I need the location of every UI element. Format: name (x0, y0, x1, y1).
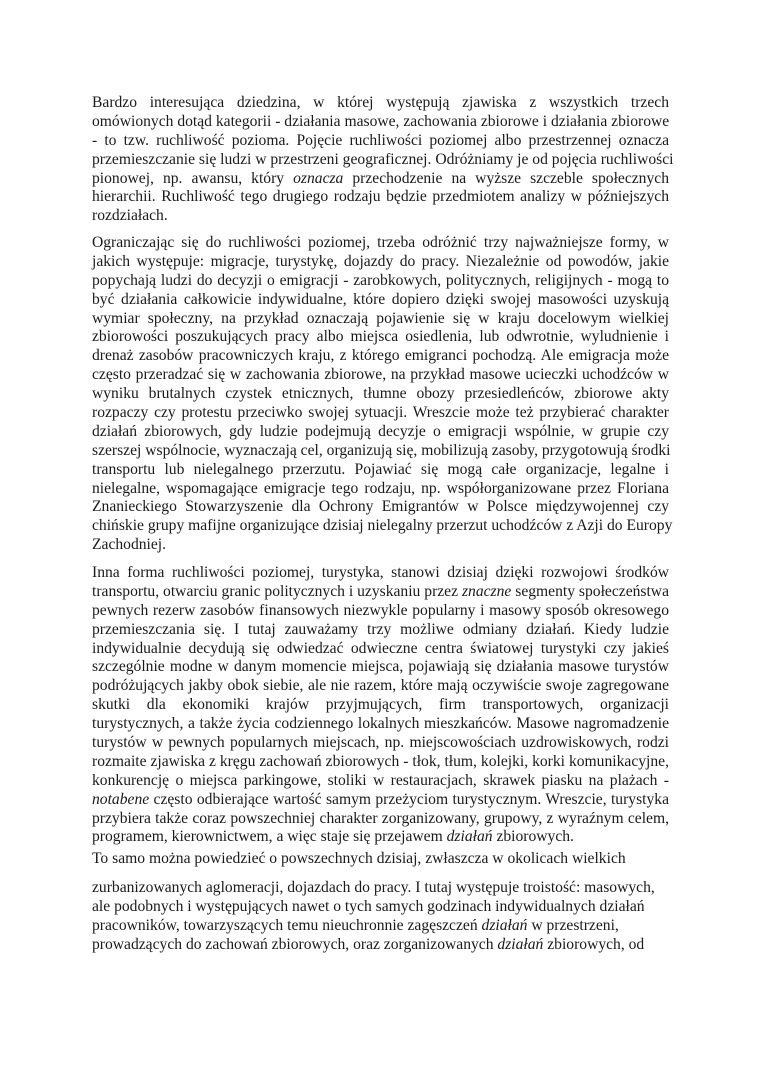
emphasized-text: oznacza (293, 169, 344, 187)
text-line (92, 480, 669, 499)
text-run: rozdziałach. (92, 207, 168, 225)
text-run: często przeradzać się w zachowania zbiorowe, na przykład masowe ucieczki uchodźców w (92, 366, 669, 384)
text-line (92, 677, 669, 696)
text-line (92, 791, 669, 810)
text-line (92, 94, 669, 113)
text-line (92, 404, 669, 423)
text-run: ale podobnych i występujących nawet o tych samych godzinach indywidualnych działań (92, 897, 645, 915)
text-line (92, 621, 669, 640)
text-run: przechodzenie na wyższe szczeble społecznych (343, 169, 669, 187)
text-run: zbiorowych, od (543, 935, 645, 953)
text-run: pionowej, np. awansu, który (92, 169, 294, 187)
text-line (92, 498, 669, 517)
text-line (92, 347, 669, 366)
text-line (92, 442, 669, 461)
emphasized-text: działań (497, 935, 544, 953)
text-run: zurbanizowanych aglomeracji, dojazdach do pracy. I tutaj występuje troistość: masowych, (92, 879, 655, 896)
text-run: drenaż zasobów pracowniczych kraju, z którego emigranci pochodzą. Ale emigracja może (92, 347, 669, 365)
text-line (92, 385, 669, 404)
text-run: indywidualnie decydują się odwiedzać odwieczne centra światowej turystyki czy jakieś (92, 639, 669, 657)
text-line (92, 753, 669, 772)
text-line (92, 640, 669, 659)
text-run: szczególnie modne w danym momencie miejsca, pojawiają się działania masowe turystów (92, 658, 669, 676)
text-line (92, 917, 669, 936)
text-run: przybiera także coraz powszechniej charakter zorganizowany, grupowy, z wyraźnym celem, (92, 809, 669, 827)
text-run: podróżujących jakby obok siebie, ale nie razem, które mają oczywiście swoje zagregowane (92, 677, 669, 695)
text-run: rozmaite zjawiska z kręgu zachowań zbiorowych - tłok, tłum, kolejki, korki komunikacyjne, (92, 752, 669, 770)
text-line (92, 772, 669, 791)
text-run: programem, kierownictwem, a więc staje się przejawem (92, 828, 447, 846)
text-run: przemieszczanie się ludzi w przestrzeni geograficznej. Odróżniamy je od pojęcia ruchliwości (92, 150, 674, 168)
text-run: nielegalne, wspomagające emigracje tego rodzaju, np. współorganizowane przez Floriana (92, 479, 669, 497)
text-run: zbiorowości poszukujących pracy albo miejsca osiedlenia, lub odwrotnie, wyludnienie i (92, 328, 669, 346)
emphasized-text: działań (481, 916, 528, 934)
text-line (92, 423, 669, 442)
text-line (92, 734, 669, 753)
text-run: rozpaczy czy protestu przeciwko swojej sytuacji. Wreszcie może też przybierać charakter (92, 404, 669, 422)
text-run: przemieszczania się. I tutaj zauważamy trzy możliwe odmiany działań. Kiedy ludzie (92, 620, 669, 638)
text-run: często odbierające wartość samym przeżyciom turystycznym. Wreszcie, turystyka (149, 790, 669, 808)
text-line (92, 150, 674, 170)
text-line (92, 715, 669, 734)
text-line (92, 310, 669, 329)
text-run: Inna forma ruchliwości poziomej, turystyka, stanowi dzisiaj dzięki rozwojowi środków (92, 564, 669, 581)
text-run: wyniku brutalnych czystek etnicznych, tłumne obozy przesiedleńców, zbiorowe akty (92, 385, 669, 403)
text-line (92, 272, 669, 291)
text-line (92, 253, 669, 272)
text-line (92, 850, 669, 869)
text-run: konkurencję o miejsca parkingowe, stoliki w restauracjach, skrawek piasku na plażach - (92, 771, 669, 789)
text-line (92, 696, 669, 715)
text-run: Ograniczając się do ruchliwości poziomej, trzeba odróżnić trzy najważniejsze formy, w (92, 234, 669, 251)
text-run: być działania całkowicie indywidualne, które dopiero dzięki swojej masowości uzyskują (92, 290, 669, 308)
text-run: skutki dla ekonomiki krajów przyjmujących, firm transportowych, organizacji (92, 696, 669, 714)
text-run: transportu lub nielegalnego przerzutu. Pojawiać się mogą całe organizacje, legalne i (92, 460, 669, 478)
text-run: pracowników, towarzyszących temu nieuchronnie zagęszczeń (92, 916, 482, 934)
text-line (92, 170, 669, 189)
text-run: Zachodniej. (92, 536, 167, 554)
text-line (92, 461, 669, 480)
emphasized-text: działań (446, 828, 493, 846)
text-run: popychają ludzi do decyzji o emigracji - zarobkowych, politycznych, religijnych - mogą to (92, 271, 669, 289)
text-line (92, 188, 669, 207)
text-line (92, 564, 669, 583)
text-run: w przestrzeni, (527, 916, 619, 934)
text-line (92, 234, 669, 253)
text-line (92, 810, 669, 829)
paragraph-3 (92, 564, 669, 847)
text-line (92, 328, 669, 347)
text-line (92, 132, 669, 151)
text-line (92, 113, 669, 132)
text-run: turystów w pewnych popularnych miejscach, np. miejscowościach uzdrowiskowych, rodzi (92, 734, 669, 752)
text-line (92, 291, 669, 310)
text-line (92, 536, 669, 555)
emphasized-text: notabene (92, 790, 150, 808)
text-line (92, 366, 669, 385)
text-run: omówionych dotąd kategorii - działania masowe, zachowania zbiorowe i działania zbiorowe (92, 112, 670, 130)
text-line (92, 517, 673, 536)
text-line (92, 879, 669, 898)
text-line (92, 583, 669, 602)
text-run: pewnych rezerw zasobów finansowych niezwykle popularny i masowy sposób okresowego (92, 601, 669, 619)
text-run: prowadzących do zachowań zbiorowych, oraz zorganizowanych (92, 935, 498, 953)
text-run: zbiorowych. (492, 828, 574, 846)
text-run: działań zbiorowych, gdy ludzie podejmują decyzje o emigracji wspólnie, w grupie czy (92, 422, 669, 440)
text-run: chińskie grupy mafijne organizujące dzisiaj nielegalny przerzut uchodźców z Azji do Europy (92, 517, 673, 535)
text-line (92, 936, 669, 955)
text-line (92, 207, 669, 226)
text-run: transportu, otwarciu granic politycznych i uzyskaniu przez (92, 582, 462, 600)
paragraph-1 (92, 94, 674, 226)
text-run: wymiar społeczny, na przykład oznaczają pojawienie się w kraju docelowym wielkiej (92, 309, 669, 327)
text-line (92, 602, 669, 621)
paragraph-4 (92, 850, 669, 869)
text-run: hierarchii. Ruchliwość tego drugiego rodzaju będzie przedmiotem analizy w późniejszych (92, 188, 669, 206)
paragraph-5 (92, 879, 669, 955)
text-run: turystycznych, a także życia codziennego lokalnych mieszkańców. Masowe nagromadzenie (92, 715, 669, 733)
text-run: szerszej wspólnocie, wyznaczają cel, organizują się, mobilizują zasoby, przygotowują środki (92, 441, 671, 459)
text-run: Bardzo interesująca dziedzina, w której występują zjawiska z wszystkich trzech (92, 94, 669, 111)
text-line (92, 828, 669, 847)
text-run: jakich występuje: migracje, turystykę, dojazdy do pracy. Niezależnie od powodów, jakie (92, 252, 669, 270)
emphasized-text: znaczne (461, 582, 512, 600)
paragraph-2 (92, 234, 673, 555)
text-line (92, 898, 669, 917)
text-line (92, 658, 669, 677)
text-run: Znanieckiego Stowarzyszenie dla Ochrony Emigrantów w Polsce międzywojennej czy (92, 498, 669, 516)
text-run: segmenty społeczeństwa (511, 582, 669, 600)
text-run: - to tzw. ruchliwość pozioma. Pojęcie ruchliwości poziomej albo przestrzennej oznacza (92, 131, 669, 149)
text-run: To samo można powiedzieć o powszechnych dzisiaj, zwłaszcza w okolicach wielkich (92, 850, 626, 867)
